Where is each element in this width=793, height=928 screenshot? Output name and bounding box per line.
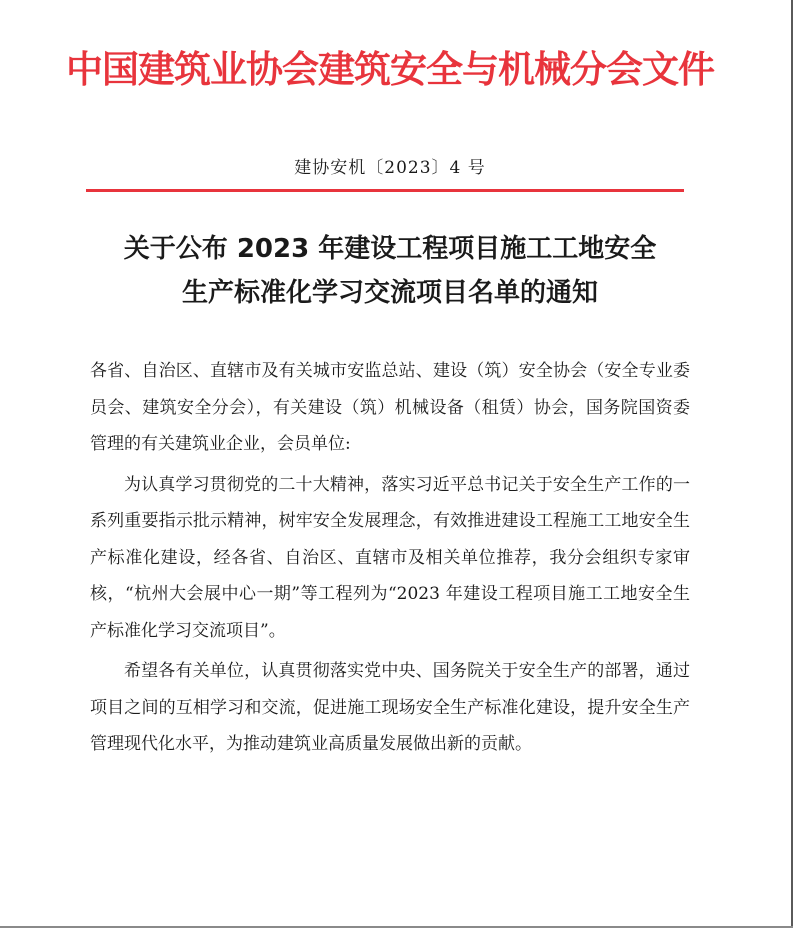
- notice-title: [70, 227, 710, 315]
- body-paragraph-1: 为认真学习贯彻党的二十大精神，落实习近平总书记关于安全生产工作的一系列重要指示批示精神，树牢安全发展理念，有效推进建设工程施工工地安全生产标准化建设，经各省、自治区、直辖市及相关单位推荐，我分会组织专家审核，“杭州大会展中心一期”等工程列为“2023 年建设工程项目施工工地安全生产标准化学习交流项目”。: [90, 474, 690, 641]
- body-paragraph-2: 希望各有关单位，认真贯彻落实党中央、国务院关于安全生产的部署，通过项目之间的互相学习和交流，促进施工现场安全生产标准化建设，提升安全生产管理现代化水平，为推动建筑业高质量发展做出新的贡献。: [90, 661, 690, 754]
- notice-body: [90, 353, 690, 767]
- document-number: 建协安机〔2023〕4 号: [294, 158, 486, 178]
- salutation-paragraph: 各省、自治区、直辖市及有关城市安监总站、建设（筑）安全协会（安全专业委员会、建筑安全分会），有关建设（筑）机械设备（租赁）协会，国务院国资委管理的有关建筑业企业，会员单位:: [90, 361, 690, 454]
- issuing-organization-header: 中国建筑业协会建筑安全与机械分会文件: [66, 48, 714, 91]
- red-separator-line: [86, 189, 684, 192]
- notice-title-line-1: 关于公布 2023 年建设工程项目施工工地安全: [123, 234, 657, 264]
- notice-title-line-2: 生产标准化学习交流项目名单的通知: [181, 278, 598, 308]
